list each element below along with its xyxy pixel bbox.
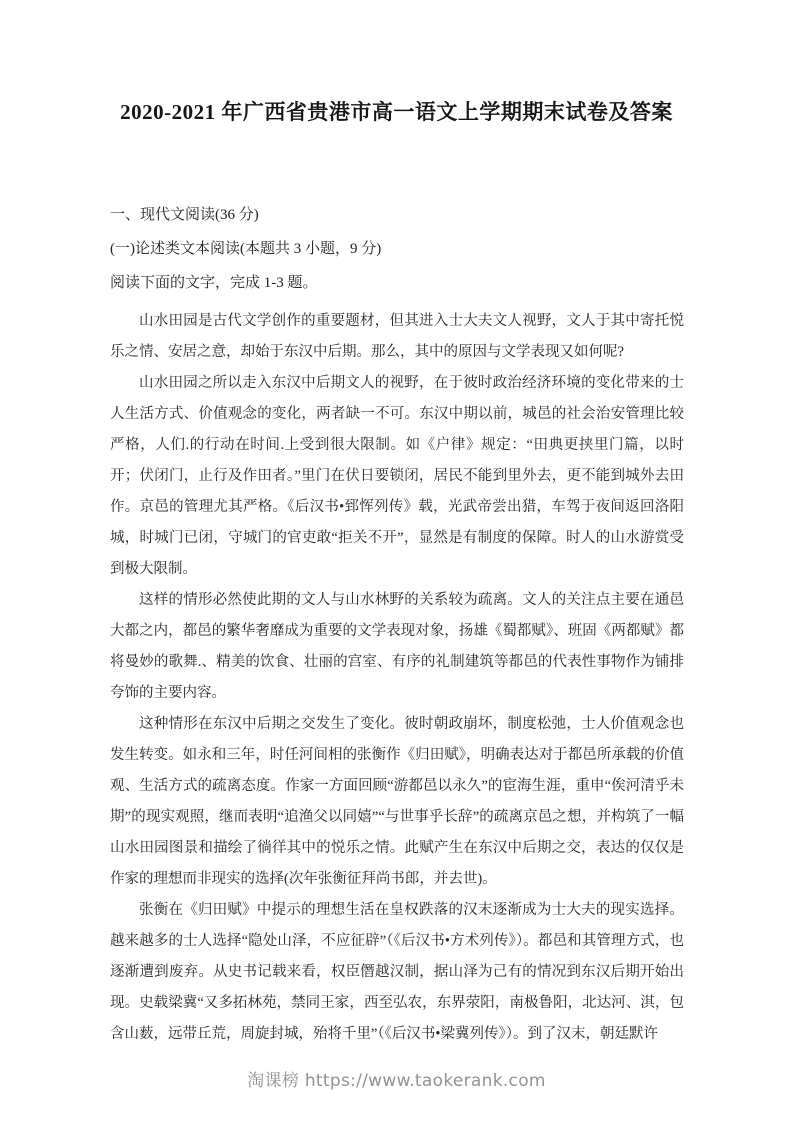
document-title: 2020-2021 年广西省贵港市高一语文上学期期末试卷及答案 [120,100,673,124]
footer-url: https://www.taokerank.com [304,1071,546,1091]
reading-passage [110,306,684,1050]
passage-paragraph-5: 张衡在《归田赋》中提示的理想生活在皇权跌落的汉末逐渐成为士大夫的现实选择。越来越多的士人选择“隐处山泽，不应征辟”（《后汉书•方术列传》）。都邑和其管理方式，也逐渐遭到废弃。从史书记载来看，权臣僭越汉制，据山泽为己有的情况到东汉后期开始出现。史载梁冀“又多拓林苑，禁同王家，西至弘农，东界荥阳，南极鲁阳，北达河、淇，包含山薮，远带丘荒，周旋封城，殆将千里”（《后汉书•梁冀列传》）。到了汉末，朝廷默许 [110,902,684,1042]
reading-instruction: 阅读下面的文字，完成 1-3 题。 [110,275,318,291]
footer-watermark [0,1066,793,1091]
document-content [110,198,684,1050]
passage-paragraph-3: 这样的情形必然使此期的文人与山水林野的关系较为疏离。文人的关注点主要在通邑大都之内，都邑的繁华奢靡成为重要的文学表现对象，扬雄《蜀都赋》、班固《两都赋》都将曼妙的歌舞.、精美的饮食、壮丽的宫室、有序的礼制建筑等都邑的代表性事物作为铺排夸饰的主要内容。 [110,592,684,701]
passage-paragraph-4: 这种情形在东汉中后期之交发生了变化。彼时朝政崩坏，制度松弛，士人价值观念也发生转变。如永和三年，时任河间相的张衡作《归田赋》，明确表达对于都邑所承载的价值观、生活方式的疏离态度。作家一方面回顾“游都邑以永久”的宦海生涯，重申“俟河清乎未期”的现实观照，继而表明“追渔父以同嬉”“与世事乎长辞”的疏离京邑之想，并构筑了一幅山水田园图景和描绘了徜徉其中的悦乐之情。此赋产生在东汉中后期之交，表达的仅仅是作家的理想而非现实的选择(次年张衡征拜尚书郎，并去世)。 [110,716,684,887]
passage-paragraph-1: 山水田园是古代文学创作的重要题材，但其进入士大夫文人视野，文人于其中寄托悦乐之情、安居之意，却始于东汉中后期。那么，其中的原因与文学表现又如何呢? [110,313,684,360]
footer-site-name: 淘课榜 [247,1071,300,1091]
subsection-heading: (一)论述类文本阅读(本题共 3 小题，9 分) [110,241,382,257]
section-heading: 一、现代文阅读(36 分) [110,207,259,223]
passage-paragraph-2: 山水田园之所以走入东汉中后期文人的视野，在于彼时政治经济环境的变化带来的士人生活方式、价值观念的变化，两者缺一不可。东汉中期以前，城邑的社会治安管理比较严格，人们.的行动在时间.上受到很大限制。如《户律》规定：“田典更挟里门篇，以时开；伏闭门，止行及作田者。”里门在伏日要锁闭，居民不能到里外去，更不能到城外去田作。京邑的管理尤其严格。《后汉书•郅恽列传》载，光武帝尝出猎，车驾于夜间返回洛阳城，时城门已闭，守城门的官吏敢“拒关不开”，显然是有制度的保障。时人的山水游赏受到极大限制。 [110,375,684,577]
